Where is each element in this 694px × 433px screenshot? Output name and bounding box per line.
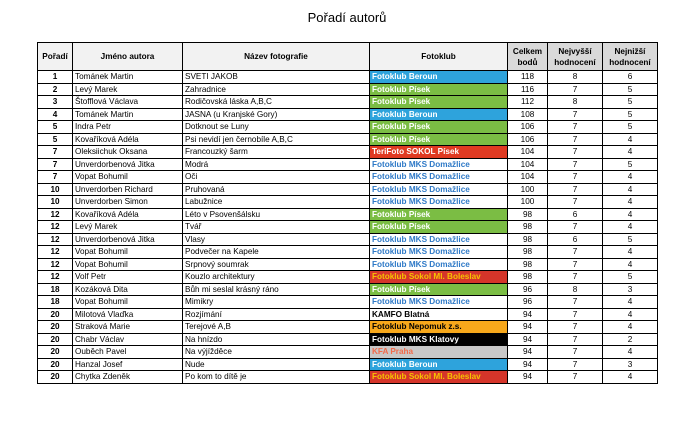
- cell-author: Volf Petr: [73, 271, 183, 284]
- cell-rank: 20: [38, 308, 73, 321]
- cell-photo: Oči: [183, 171, 370, 184]
- cell-max: 7: [548, 158, 603, 171]
- cell-total: 96: [508, 296, 548, 309]
- table-row: [38, 171, 658, 184]
- cell-rank: 7: [38, 146, 73, 159]
- cell-total: 104: [508, 146, 548, 159]
- header-max: Nejvyšší hodnocení: [548, 43, 603, 71]
- cell-club: Fotoklub Písek: [370, 121, 508, 134]
- cell-max: 6: [548, 208, 603, 221]
- table-row: [38, 258, 658, 271]
- cell-rank: 12: [38, 221, 73, 234]
- cell-max: 7: [548, 246, 603, 259]
- cell-rank: 2: [38, 83, 73, 96]
- cell-min: 3: [603, 358, 658, 371]
- cell-photo: SVETI JAKOB: [183, 71, 370, 84]
- cell-total: 118: [508, 71, 548, 84]
- cell-club: Fotoklub Beroun: [370, 71, 508, 84]
- cell-author: Unverdorben Richard: [73, 183, 183, 196]
- cell-author: Unverdorbenová Jitka: [73, 158, 183, 171]
- table-row: [38, 283, 658, 296]
- cell-club: Fotoklub Sokol Ml. Boleslav: [370, 271, 508, 284]
- cell-club: Fotoklub Písek: [370, 83, 508, 96]
- cell-total: 108: [508, 108, 548, 121]
- cell-total: 94: [508, 346, 548, 359]
- cell-author: Tománek Martin: [73, 71, 183, 84]
- cell-author: Ouběch Pavel: [73, 346, 183, 359]
- cell-author: Kovaříková Adéla: [73, 133, 183, 146]
- cell-photo: Francouzký šarm: [183, 146, 370, 159]
- cell-rank: 4: [38, 108, 73, 121]
- table-row: [38, 121, 658, 134]
- table-row: [38, 108, 658, 121]
- header-author: Jméno autora: [73, 43, 183, 71]
- cell-min: 4: [603, 346, 658, 359]
- cell-min: 5: [603, 83, 658, 96]
- table-row: [38, 246, 658, 259]
- table-row: [38, 208, 658, 221]
- cell-photo: Po kom to dítě je: [183, 371, 370, 384]
- cell-max: 7: [548, 133, 603, 146]
- cell-min: 4: [603, 208, 658, 221]
- cell-author: Kovaříková Adéla: [73, 208, 183, 221]
- cell-total: 94: [508, 371, 548, 384]
- cell-max: 7: [548, 358, 603, 371]
- table-row: [38, 358, 658, 371]
- cell-min: 4: [603, 296, 658, 309]
- cell-total: 112: [508, 96, 548, 109]
- table-header-row: [38, 43, 658, 71]
- cell-max: 7: [548, 196, 603, 209]
- cell-total: 100: [508, 183, 548, 196]
- table-row: [38, 233, 658, 246]
- cell-total: 100: [508, 196, 548, 209]
- header-club: Fotoklub: [370, 43, 508, 71]
- page-title: Pořadí autorů: [307, 10, 387, 25]
- cell-rank: 12: [38, 271, 73, 284]
- cell-min: 5: [603, 233, 658, 246]
- cell-rank: 12: [38, 208, 73, 221]
- cell-author: Oleksiichuk Oksana: [73, 146, 183, 159]
- cell-min: 4: [603, 371, 658, 384]
- cell-min: 4: [603, 196, 658, 209]
- cell-min: 5: [603, 271, 658, 284]
- table-row: [38, 146, 658, 159]
- cell-photo: Terejové A,B: [183, 321, 370, 334]
- cell-rank: 20: [38, 346, 73, 359]
- table-row: [38, 308, 658, 321]
- cell-min: 5: [603, 96, 658, 109]
- cell-club: KFA Praha: [370, 346, 508, 359]
- cell-rank: 10: [38, 196, 73, 209]
- cell-total: 98: [508, 246, 548, 259]
- cell-rank: 7: [38, 171, 73, 184]
- cell-total: 94: [508, 321, 548, 334]
- cell-club: Fotoklub MKS Klatovy: [370, 333, 508, 346]
- cell-club: Fotoklub Písek: [370, 283, 508, 296]
- cell-photo: Mimikry: [183, 296, 370, 309]
- table-row: [38, 333, 658, 346]
- cell-photo: JASNA (u Kranjské Gory): [183, 108, 370, 121]
- table-row: [38, 221, 658, 234]
- cell-author: Chytka Zdeněk: [73, 371, 183, 384]
- cell-author: Tománek Martin: [73, 108, 183, 121]
- cell-max: 7: [548, 333, 603, 346]
- cell-club: Fotoklub MKS Domažlice: [370, 296, 508, 309]
- cell-club: Fotoklub MKS Domažlice: [370, 246, 508, 259]
- cell-min: 4: [603, 146, 658, 159]
- cell-total: 98: [508, 208, 548, 221]
- table-row: [38, 271, 658, 284]
- cell-photo: Na výjížděce: [183, 346, 370, 359]
- cell-max: 7: [548, 171, 603, 184]
- cell-photo: Pruhovaná: [183, 183, 370, 196]
- table-row: [38, 158, 658, 171]
- cell-total: 98: [508, 271, 548, 284]
- cell-min: 4: [603, 183, 658, 196]
- cell-max: 7: [548, 371, 603, 384]
- cell-rank: 20: [38, 321, 73, 334]
- cell-club: TeriFoto SOKOL Písek: [370, 146, 508, 159]
- cell-photo: Zahradnice: [183, 83, 370, 96]
- cell-min: 5: [603, 121, 658, 134]
- cell-club: Fotoklub Písek: [370, 221, 508, 234]
- cell-author: Vopat Bohumil: [73, 296, 183, 309]
- cell-photo: Na hnízdo: [183, 333, 370, 346]
- cell-max: 7: [548, 183, 603, 196]
- cell-rank: 5: [38, 121, 73, 134]
- cell-photo: Psi nevidí jen černobíle A,B,C: [183, 133, 370, 146]
- cell-max: 7: [548, 146, 603, 159]
- cell-max: 7: [548, 258, 603, 271]
- cell-author: Hanzal Josef: [73, 358, 183, 371]
- cell-rank: 18: [38, 283, 73, 296]
- cell-photo: Kouzlo architektury: [183, 271, 370, 284]
- cell-club: Fotoklub Sokol Ml. Boleslav: [370, 371, 508, 384]
- cell-photo: Vlasy: [183, 233, 370, 246]
- table-row: [38, 96, 658, 109]
- cell-rank: 5: [38, 133, 73, 146]
- cell-max: 7: [548, 83, 603, 96]
- cell-rank: 12: [38, 233, 73, 246]
- header-photo: Název fotografie: [183, 43, 370, 71]
- cell-author: Unverdorbenová Jitka: [73, 233, 183, 246]
- cell-total: 104: [508, 158, 548, 171]
- cell-rank: 20: [38, 358, 73, 371]
- cell-max: 7: [548, 346, 603, 359]
- cell-max: 7: [548, 271, 603, 284]
- cell-photo: Rodičovská láska A,B,C: [183, 96, 370, 109]
- table-row: [38, 71, 658, 84]
- cell-min: 4: [603, 246, 658, 259]
- table-row: [38, 371, 658, 384]
- table-row: [38, 321, 658, 334]
- table-row: [38, 183, 658, 196]
- cell-club: Fotoklub MKS Domažlice: [370, 171, 508, 184]
- cell-total: 94: [508, 333, 548, 346]
- cell-club: Fotoklub MKS Domažlice: [370, 233, 508, 246]
- cell-rank: 12: [38, 258, 73, 271]
- cell-rank: 20: [38, 333, 73, 346]
- cell-min: 6: [603, 71, 658, 84]
- cell-author: Levý Marek: [73, 221, 183, 234]
- cell-min: 5: [603, 108, 658, 121]
- table-row: [38, 133, 658, 146]
- header-min: Nejnižší hodnocení: [603, 43, 658, 71]
- cell-rank: 7: [38, 158, 73, 171]
- cell-club: Fotoklub Beroun: [370, 108, 508, 121]
- cell-max: 7: [548, 308, 603, 321]
- cell-author: Vopat Bohumil: [73, 171, 183, 184]
- cell-rank: 18: [38, 296, 73, 309]
- cell-total: 116: [508, 83, 548, 96]
- cell-total: 98: [508, 221, 548, 234]
- cell-max: 7: [548, 296, 603, 309]
- cell-author: Kozáková Dita: [73, 283, 183, 296]
- cell-min: 4: [603, 221, 658, 234]
- cell-author: Straková Marie: [73, 321, 183, 334]
- cell-total: 106: [508, 133, 548, 146]
- cell-club: Fotoklub MKS Domažlice: [370, 158, 508, 171]
- cell-min: 4: [603, 321, 658, 334]
- cell-author: Vopat Bohumil: [73, 246, 183, 259]
- cell-photo: Modrá: [183, 158, 370, 171]
- table-row: [38, 296, 658, 309]
- cell-photo: Labužnice: [183, 196, 370, 209]
- cell-max: 7: [548, 321, 603, 334]
- cell-author: Štofflová Václava: [73, 96, 183, 109]
- cell-club: Fotoklub Písek: [370, 208, 508, 221]
- cell-photo: Bůh mi seslal krásný ráno: [183, 283, 370, 296]
- cell-rank: 10: [38, 183, 73, 196]
- cell-photo: Nude: [183, 358, 370, 371]
- table-row: [38, 196, 658, 209]
- cell-total: 94: [508, 358, 548, 371]
- table-row: [38, 83, 658, 96]
- cell-author: Milotová Vlaďka: [73, 308, 183, 321]
- cell-author: Vopat Bohumil: [73, 258, 183, 271]
- cell-rank: 20: [38, 371, 73, 384]
- cell-max: 7: [548, 108, 603, 121]
- cell-photo: Léto v Psovenšálsku: [183, 208, 370, 221]
- cell-rank: 12: [38, 246, 73, 259]
- cell-min: 4: [603, 308, 658, 321]
- cell-author: Chabr Václav: [73, 333, 183, 346]
- cell-author: Unverdorben Simon: [73, 196, 183, 209]
- cell-min: 4: [603, 133, 658, 146]
- cell-photo: Rozjímání: [183, 308, 370, 321]
- header-total: Celkem bodů: [508, 43, 548, 71]
- cell-photo: Podvečer na Kapele: [183, 246, 370, 259]
- cell-club: Fotoklub MKS Domažlice: [370, 196, 508, 209]
- cell-total: 104: [508, 171, 548, 184]
- cell-min: 4: [603, 258, 658, 271]
- cell-photo: Srpnový soumrak: [183, 258, 370, 271]
- cell-total: 106: [508, 121, 548, 134]
- cell-total: 98: [508, 258, 548, 271]
- cell-min: 5: [603, 158, 658, 171]
- cell-club: Fotoklub MKS Domažlice: [370, 183, 508, 196]
- cell-total: 96: [508, 283, 548, 296]
- cell-club: Fotoklub Písek: [370, 96, 508, 109]
- cell-total: 98: [508, 233, 548, 246]
- cell-max: 7: [548, 221, 603, 234]
- cell-max: 6: [548, 233, 603, 246]
- cell-max: 8: [548, 96, 603, 109]
- ranking-table: [37, 42, 658, 384]
- cell-rank: 3: [38, 96, 73, 109]
- header-rank: Pořadí: [38, 43, 73, 71]
- cell-total: 94: [508, 308, 548, 321]
- cell-club: Fotoklub Nepomuk z.s.: [370, 321, 508, 334]
- cell-club: Fotoklub Beroun: [370, 358, 508, 371]
- cell-min: 4: [603, 171, 658, 184]
- cell-rank: 1: [38, 71, 73, 84]
- cell-max: 8: [548, 71, 603, 84]
- cell-photo: Tvář: [183, 221, 370, 234]
- cell-club: Fotoklub Písek: [370, 133, 508, 146]
- cell-author: Indra Petr: [73, 121, 183, 134]
- cell-max: 7: [548, 121, 603, 134]
- table-row: [38, 346, 658, 359]
- cell-photo: Dotknout se Luny: [183, 121, 370, 134]
- cell-min: 2: [603, 333, 658, 346]
- cell-club: KAMFO Blatná: [370, 308, 508, 321]
- cell-min: 3: [603, 283, 658, 296]
- cell-max: 8: [548, 283, 603, 296]
- cell-club: Fotoklub MKS Domažlice: [370, 258, 508, 271]
- cell-author: Levý Marek: [73, 83, 183, 96]
